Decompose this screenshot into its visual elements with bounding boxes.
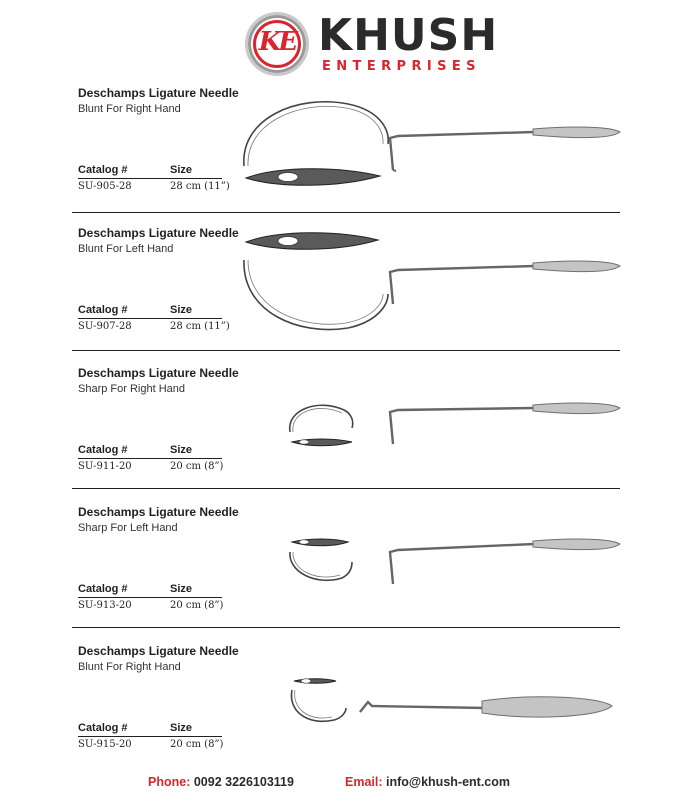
section-divider — [72, 488, 620, 489]
header-rule — [78, 458, 222, 459]
email-address[interactable]: info@khush-ent.com — [386, 775, 510, 789]
size-heading: Size — [170, 583, 193, 595]
header-rule — [78, 178, 222, 179]
product-size: 20 cm (8”) — [170, 461, 224, 472]
section-divider — [72, 212, 620, 213]
brand-name: KHUSH — [318, 10, 499, 61]
catalog-number: SU-915-20 — [78, 739, 132, 750]
logo-emblem — [245, 12, 309, 76]
catalog-number: SU-913-20 — [78, 600, 132, 611]
catalog-heading: Catalog # — [78, 583, 128, 595]
catalog-heading: Catalog # — [78, 164, 128, 176]
phone-label: Phone: — [148, 775, 191, 789]
instrument-illustration — [238, 98, 638, 190]
size-heading: Size — [170, 444, 193, 456]
header-rule — [78, 318, 222, 319]
product-description: Blunt For Right Hand — [78, 103, 181, 115]
product-size: 20 cm (8”) — [170, 600, 224, 611]
product-name: Deschamps Ligature Needle — [78, 505, 239, 519]
catalog-number: SU-905-28 — [78, 181, 132, 192]
size-heading: Size — [170, 164, 193, 176]
footer-email — [345, 775, 510, 789]
size-heading: Size — [170, 304, 193, 316]
section-divider — [72, 350, 620, 351]
product-size: 20 cm (8”) — [170, 739, 224, 750]
product-name: Deschamps Ligature Needle — [78, 644, 239, 658]
phone-number[interactable]: 0092 3226103119 — [193, 775, 294, 789]
product-description: Blunt For Left Hand — [78, 243, 174, 255]
catalog-heading: Catalog # — [78, 722, 128, 734]
instrument-illustration — [238, 232, 638, 342]
catalog-heading: Catalog # — [78, 304, 128, 316]
catalog-number: SU-911-20 — [78, 461, 132, 472]
product-description: Blunt For Right Hand — [78, 661, 181, 673]
email-label: Email: — [345, 775, 383, 789]
instrument-illustration — [238, 512, 638, 602]
section-divider — [72, 627, 620, 628]
instrument-illustration — [238, 668, 638, 748]
logo-mark: KE — [258, 27, 296, 57]
catalog-heading: Catalog # — [78, 444, 128, 456]
footer-phone — [148, 775, 294, 789]
header-rule — [78, 736, 222, 737]
product-description: Sharp For Left Hand — [78, 522, 178, 534]
product-description: Sharp For Right Hand — [78, 383, 185, 395]
header-rule — [78, 597, 222, 598]
product-name: Deschamps Ligature Needle — [78, 366, 239, 380]
brand-subtitle: ENTERPRISES — [322, 59, 481, 74]
size-heading: Size — [170, 722, 193, 734]
product-name: Deschamps Ligature Needle — [78, 86, 239, 100]
instrument-illustration — [238, 372, 638, 462]
product-name: Deschamps Ligature Needle — [78, 226, 239, 240]
catalog-number: SU-907-28 — [78, 321, 132, 332]
product-size: 28 cm (11”) — [170, 321, 230, 332]
product-size: 28 cm (11”) — [170, 181, 230, 192]
